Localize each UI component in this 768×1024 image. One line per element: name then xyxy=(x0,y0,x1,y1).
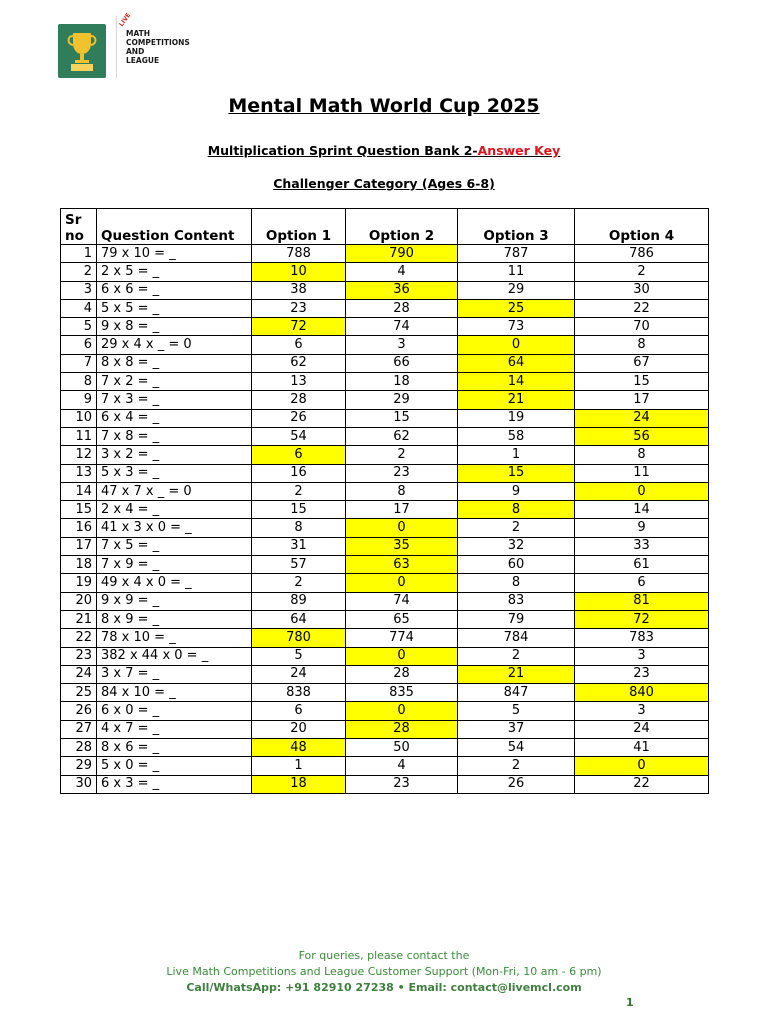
option-cell: 23 xyxy=(346,775,458,793)
option-cell: 783 xyxy=(575,629,709,647)
option-cell: 70 xyxy=(575,318,709,336)
option-cell: 6 xyxy=(252,702,346,720)
row-question: 79 x 10 = _ xyxy=(97,245,252,263)
row-sr-no: 29 xyxy=(61,757,97,775)
row-sr-no: 4 xyxy=(61,299,97,317)
correct-option-cell: 56 xyxy=(575,427,709,445)
option-cell: 2 xyxy=(252,482,346,500)
option-cell: 2 xyxy=(252,574,346,592)
table-row xyxy=(61,409,709,427)
row-question: 47 x 7 x _ = 0 xyxy=(97,482,252,500)
table-row xyxy=(61,519,709,537)
row-sr-no: 3 xyxy=(61,281,97,299)
page-number: 1 xyxy=(626,996,634,1009)
table-row xyxy=(61,336,709,354)
logo xyxy=(58,11,190,78)
row-question: 8 x 6 = _ xyxy=(97,739,252,757)
option-cell: 9 xyxy=(458,482,575,500)
option-cell: 26 xyxy=(458,775,575,793)
option-cell: 73 xyxy=(458,318,575,336)
option-cell: 4 xyxy=(346,757,458,775)
table-row xyxy=(61,482,709,500)
correct-option-cell: 6 xyxy=(252,446,346,464)
option-cell: 11 xyxy=(458,263,575,281)
row-sr-no: 18 xyxy=(61,556,97,574)
row-sr-no: 12 xyxy=(61,446,97,464)
subtitle-answer-key: Answer Key xyxy=(477,143,561,158)
document-subtitle xyxy=(0,143,768,158)
option-cell: 11 xyxy=(575,464,709,482)
option-cell: 838 xyxy=(252,684,346,702)
row-sr-no: 14 xyxy=(61,482,97,500)
option-cell: 5 xyxy=(458,702,575,720)
row-question: 78 x 10 = _ xyxy=(97,629,252,647)
table-row xyxy=(61,354,709,372)
row-question: 6 x 4 = _ xyxy=(97,409,252,427)
correct-option-cell: 0 xyxy=(346,702,458,720)
option-cell: 38 xyxy=(252,281,346,299)
header-option-4: Option 4 xyxy=(575,209,709,245)
row-question: 7 x 2 = _ xyxy=(97,373,252,391)
table-row xyxy=(61,739,709,757)
footer-contact-intro: For queries, please contact the xyxy=(298,949,470,962)
row-sr-no: 15 xyxy=(61,501,97,519)
option-cell: 17 xyxy=(575,391,709,409)
option-cell: 9 xyxy=(575,519,709,537)
row-question: 84 x 10 = _ xyxy=(97,684,252,702)
footer-support-hours: Live Math Competitions and League Customer Support (Mon-Fri, 10 am - 6 pm) xyxy=(166,965,602,978)
correct-option-cell: 790 xyxy=(346,245,458,263)
option-cell: 67 xyxy=(575,354,709,372)
option-cell: 847 xyxy=(458,684,575,702)
option-cell: 3 xyxy=(575,702,709,720)
table-row xyxy=(61,757,709,775)
table-row xyxy=(61,702,709,720)
option-cell: 2 xyxy=(575,263,709,281)
option-cell: 30 xyxy=(575,281,709,299)
logo-badge xyxy=(58,24,106,78)
option-cell: 33 xyxy=(575,537,709,555)
option-cell: 23 xyxy=(252,299,346,317)
row-question: 5 x 0 = _ xyxy=(97,757,252,775)
table-row xyxy=(61,464,709,482)
correct-option-cell: 0 xyxy=(346,647,458,665)
row-question: 29 x 4 x _ = 0 xyxy=(97,336,252,354)
table-row xyxy=(61,556,709,574)
option-cell: 66 xyxy=(346,354,458,372)
option-cell: 3 xyxy=(346,336,458,354)
row-question: 4 x 7 = _ xyxy=(97,720,252,738)
option-cell: 787 xyxy=(458,245,575,263)
option-cell: 62 xyxy=(346,427,458,445)
row-sr-no: 21 xyxy=(61,610,97,628)
option-cell: 6 xyxy=(575,574,709,592)
table-row xyxy=(61,245,709,263)
correct-option-cell: 35 xyxy=(346,537,458,555)
option-cell: 23 xyxy=(346,464,458,482)
option-cell: 54 xyxy=(252,427,346,445)
table-row xyxy=(61,391,709,409)
correct-option-cell: 25 xyxy=(458,299,575,317)
correct-option-cell: 21 xyxy=(458,391,575,409)
option-cell: 20 xyxy=(252,720,346,738)
correct-option-cell: 14 xyxy=(458,373,575,391)
table-row xyxy=(61,318,709,336)
row-question: 7 x 5 = _ xyxy=(97,537,252,555)
row-sr-no: 28 xyxy=(61,739,97,757)
row-question: 5 x 5 = _ xyxy=(97,299,252,317)
row-question: 9 x 9 = _ xyxy=(97,592,252,610)
option-cell: 61 xyxy=(575,556,709,574)
row-sr-no: 25 xyxy=(61,684,97,702)
trophy-icon xyxy=(64,29,100,73)
header-option-3: Option 3 xyxy=(458,209,575,245)
document-title: Mental Math World Cup 2025 xyxy=(228,95,540,117)
logo-wordmark xyxy=(126,29,190,65)
option-cell: 14 xyxy=(575,501,709,519)
option-cell: 786 xyxy=(575,245,709,263)
table-row xyxy=(61,373,709,391)
row-question: 6 x 0 = _ xyxy=(97,702,252,720)
option-cell: 83 xyxy=(458,592,575,610)
option-cell: 3 xyxy=(575,647,709,665)
option-cell: 23 xyxy=(575,665,709,683)
table-row xyxy=(61,263,709,281)
option-cell: 57 xyxy=(252,556,346,574)
option-cell: 89 xyxy=(252,592,346,610)
table-row xyxy=(61,629,709,647)
row-sr-no: 6 xyxy=(61,336,97,354)
option-cell: 37 xyxy=(458,720,575,738)
correct-option-cell: 48 xyxy=(252,739,346,757)
correct-option-cell: 15 xyxy=(458,464,575,482)
logo-divider xyxy=(116,16,117,78)
category-heading: Challenger Category (Ages 6-8) xyxy=(273,176,495,191)
option-cell: 2 xyxy=(458,757,575,775)
option-cell: 5 xyxy=(252,647,346,665)
row-question: 7 x 9 = _ xyxy=(97,556,252,574)
option-cell: 8 xyxy=(252,519,346,537)
option-cell: 22 xyxy=(575,775,709,793)
table-row xyxy=(61,720,709,738)
option-cell: 29 xyxy=(346,391,458,409)
option-cell: 15 xyxy=(252,501,346,519)
table-row xyxy=(61,537,709,555)
correct-option-cell: 10 xyxy=(252,263,346,281)
correct-option-cell: 0 xyxy=(575,757,709,775)
option-cell: 79 xyxy=(458,610,575,628)
row-sr-no: 7 xyxy=(61,354,97,372)
row-sr-no: 22 xyxy=(61,629,97,647)
option-cell: 54 xyxy=(458,739,575,757)
row-question: 2 x 5 = _ xyxy=(97,263,252,281)
option-cell: 8 xyxy=(575,336,709,354)
logo-line: LEAGUE xyxy=(126,56,160,65)
option-cell: 13 xyxy=(252,373,346,391)
option-cell: 50 xyxy=(346,739,458,757)
option-cell: 74 xyxy=(346,592,458,610)
row-sr-no: 10 xyxy=(61,409,97,427)
row-sr-no: 11 xyxy=(61,427,97,445)
correct-option-cell: 28 xyxy=(346,720,458,738)
option-cell: 65 xyxy=(346,610,458,628)
option-cell: 28 xyxy=(252,391,346,409)
option-cell: 16 xyxy=(252,464,346,482)
row-sr-no: 27 xyxy=(61,720,97,738)
row-question: 7 x 3 = _ xyxy=(97,391,252,409)
correct-option-cell: 64 xyxy=(458,354,575,372)
row-sr-no: 2 xyxy=(61,263,97,281)
option-cell: 18 xyxy=(346,373,458,391)
table-body xyxy=(61,245,709,794)
footer-contact-details: Call/WhatsApp: +91 82910 27238 • Email: contact@livemcl.com xyxy=(186,981,582,994)
row-sr-no: 19 xyxy=(61,574,97,592)
table-row xyxy=(61,281,709,299)
table-row xyxy=(61,501,709,519)
option-cell: 1 xyxy=(252,757,346,775)
row-question: 382 x 44 x 0 = _ xyxy=(97,647,252,665)
option-cell: 774 xyxy=(346,629,458,647)
option-cell: 19 xyxy=(458,409,575,427)
correct-option-cell: 0 xyxy=(575,482,709,500)
table-row xyxy=(61,574,709,592)
correct-option-cell: 18 xyxy=(252,775,346,793)
option-cell: 2 xyxy=(458,647,575,665)
option-cell: 58 xyxy=(458,427,575,445)
row-sr-no: 13 xyxy=(61,464,97,482)
option-cell: 24 xyxy=(575,720,709,738)
table-row xyxy=(61,592,709,610)
correct-option-cell: 0 xyxy=(346,519,458,537)
table-row xyxy=(61,647,709,665)
row-question: 8 x 8 = _ xyxy=(97,354,252,372)
correct-option-cell: 840 xyxy=(575,684,709,702)
correct-option-cell: 780 xyxy=(252,629,346,647)
option-cell: 2 xyxy=(346,446,458,464)
correct-option-cell: 21 xyxy=(458,665,575,683)
option-cell: 22 xyxy=(575,299,709,317)
correct-option-cell: 36 xyxy=(346,281,458,299)
row-question: 49 x 4 x 0 = _ xyxy=(97,574,252,592)
option-cell: 2 xyxy=(458,519,575,537)
table-row xyxy=(61,446,709,464)
header-sr-no: Sr no xyxy=(61,209,97,245)
row-sr-no: 26 xyxy=(61,702,97,720)
row-sr-no: 1 xyxy=(61,245,97,263)
option-cell: 74 xyxy=(346,318,458,336)
row-sr-no: 17 xyxy=(61,537,97,555)
row-sr-no: 8 xyxy=(61,373,97,391)
correct-option-cell: 24 xyxy=(575,409,709,427)
row-question: 3 x 7 = _ xyxy=(97,665,252,683)
table-row xyxy=(61,665,709,683)
logo-line: COMPETITIONS xyxy=(126,38,190,47)
row-question: 41 x 3 x 0 = _ xyxy=(97,519,252,537)
option-cell: 4 xyxy=(346,263,458,281)
option-cell: 28 xyxy=(346,665,458,683)
logo-live-label: LIVE xyxy=(118,11,133,29)
row-sr-no: 9 xyxy=(61,391,97,409)
header-question: Question Content xyxy=(97,209,252,245)
row-question: 9 x 8 = _ xyxy=(97,318,252,336)
option-cell: 31 xyxy=(252,537,346,555)
logo-line: MATH xyxy=(126,29,151,38)
option-cell: 784 xyxy=(458,629,575,647)
table-row xyxy=(61,299,709,317)
correct-option-cell: 63 xyxy=(346,556,458,574)
row-question: 5 x 3 = _ xyxy=(97,464,252,482)
row-question: 6 x 6 = _ xyxy=(97,281,252,299)
option-cell: 788 xyxy=(252,245,346,263)
option-cell: 64 xyxy=(252,610,346,628)
row-question: 6 x 3 = _ xyxy=(97,775,252,793)
subtitle-main: Multiplication Sprint Question Bank 2- xyxy=(207,143,478,158)
row-question: 7 x 8 = _ xyxy=(97,427,252,445)
correct-option-cell: 0 xyxy=(458,336,575,354)
table-header-row xyxy=(61,209,709,245)
table-row xyxy=(61,610,709,628)
row-sr-no: 20 xyxy=(61,592,97,610)
correct-option-cell: 8 xyxy=(458,501,575,519)
option-cell: 24 xyxy=(252,665,346,683)
option-cell: 62 xyxy=(252,354,346,372)
row-sr-no: 24 xyxy=(61,665,97,683)
option-cell: 6 xyxy=(252,336,346,354)
row-sr-no: 30 xyxy=(61,775,97,793)
answer-key-table xyxy=(60,208,709,794)
option-cell: 41 xyxy=(575,739,709,757)
option-cell: 8 xyxy=(346,482,458,500)
option-cell: 28 xyxy=(346,299,458,317)
correct-option-cell: 72 xyxy=(252,318,346,336)
table-row xyxy=(61,775,709,793)
option-cell: 15 xyxy=(575,373,709,391)
option-cell: 8 xyxy=(458,574,575,592)
row-question: 3 x 2 = _ xyxy=(97,446,252,464)
row-question: 2 x 4 = _ xyxy=(97,501,252,519)
logo-line: AND xyxy=(126,47,145,56)
option-cell: 26 xyxy=(252,409,346,427)
correct-option-cell: 0 xyxy=(346,574,458,592)
table-row xyxy=(61,684,709,702)
header-option-1: Option 1 xyxy=(252,209,346,245)
row-sr-no: 23 xyxy=(61,647,97,665)
option-cell: 32 xyxy=(458,537,575,555)
row-sr-no: 5 xyxy=(61,318,97,336)
option-cell: 835 xyxy=(346,684,458,702)
option-cell: 60 xyxy=(458,556,575,574)
row-sr-no: 16 xyxy=(61,519,97,537)
row-question: 8 x 9 = _ xyxy=(97,610,252,628)
table-row xyxy=(61,427,709,445)
option-cell: 17 xyxy=(346,501,458,519)
correct-option-cell: 72 xyxy=(575,610,709,628)
correct-option-cell: 81 xyxy=(575,592,709,610)
option-cell: 8 xyxy=(575,446,709,464)
option-cell: 29 xyxy=(458,281,575,299)
option-cell: 15 xyxy=(346,409,458,427)
option-cell: 1 xyxy=(458,446,575,464)
header-option-2: Option 2 xyxy=(346,209,458,245)
